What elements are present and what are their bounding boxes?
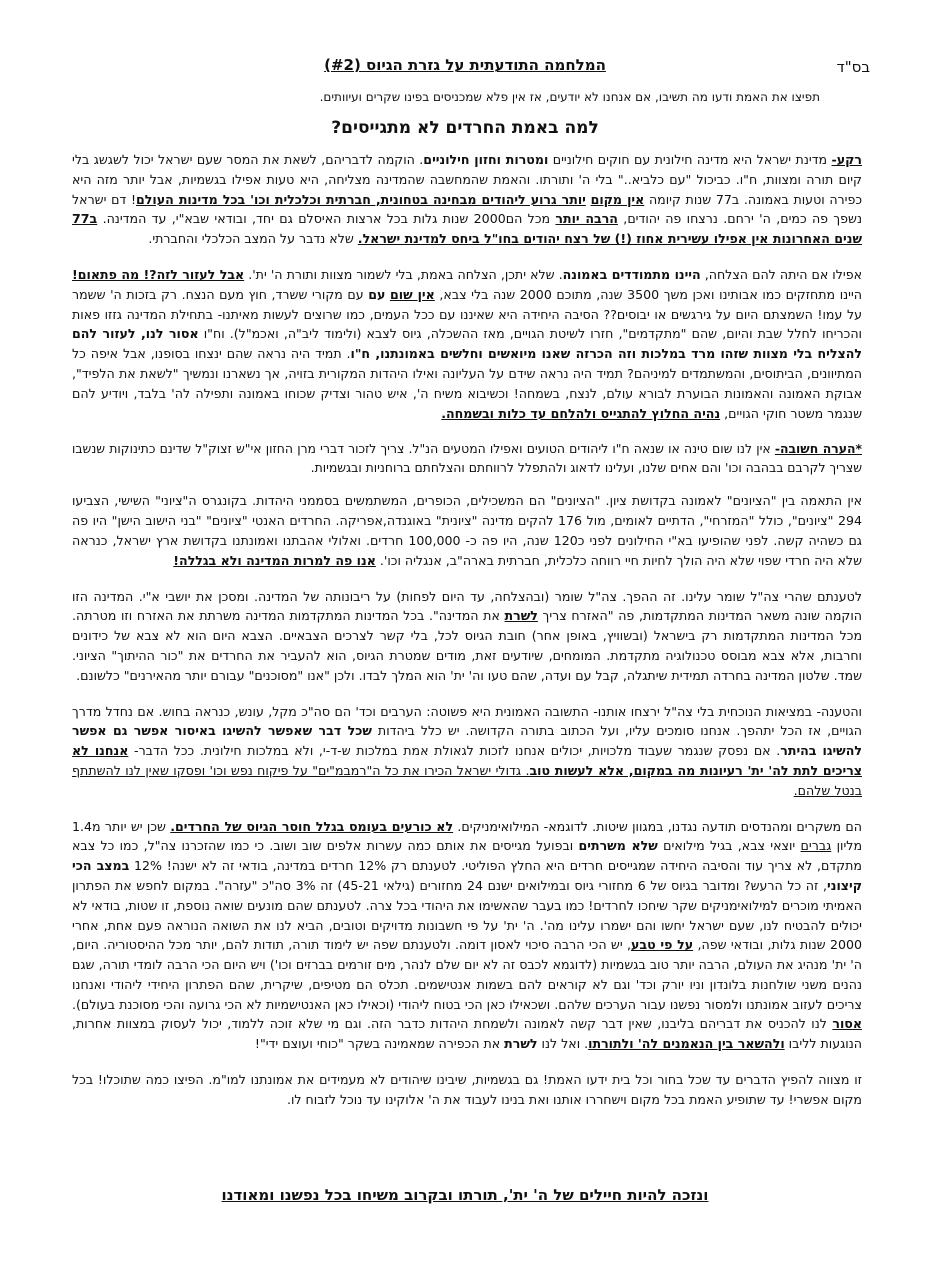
text-run: היינו מתמודדים באמונה bbox=[562, 266, 701, 282]
text-run: אנו פה למרות המדינה ולא בגללה! bbox=[173, 552, 376, 568]
text-run: אבל לעזור לזה?! מה פתאום! bbox=[72, 266, 245, 282]
text-run: . ואל לנו bbox=[537, 1036, 589, 1052]
text-run: הרבה יותר bbox=[555, 211, 618, 227]
text-run: אפילו אם היתה להם הצלחה, bbox=[700, 266, 862, 282]
paragraph-faith bbox=[72, 265, 862, 423]
paragraph-call-to-action bbox=[72, 1070, 862, 1110]
text-run: . אם נפסק שנגמר שעבוד מלכויות, יכולים אנחנו לזכות לגאולת אמת במלכות ש-ד-י, ולא במלכות חילונית. ככל הדבר- bbox=[128, 743, 781, 759]
paragraph-zionism bbox=[72, 491, 862, 570]
text-run: ב77 שנים האחרונות אין אפילו עשירית אחוז (!) של רצח יהודים בחו"ל ביחס למדינת ישראל. bbox=[72, 211, 862, 247]
paragraph-background bbox=[72, 150, 862, 249]
text-run: אין לנו שום טינה או שנאה ח"ו ליהודים הטועים ואפילו המטעים הנ"ל. צריך לזכור דברי מרן החזון אי"ש זצוק"ל שדינם כתינוקות שנשבו שצריך לקרבם בבהבה וכו' והם אחים שלנו, ועלינו לדאוג ולהתפלל לרווחתם והצלחתם ברוחניות ובגשמיות. bbox=[72, 441, 862, 476]
text-run: היינו מתחזקים כמו אבותינו ואכן משך 3500 שנה, מתוכם 2000 שנה בלי צבא, bbox=[434, 286, 863, 302]
text-run: אסור bbox=[832, 1016, 862, 1032]
text-run: הם משקרים ומהנדסים תודעה נגדנו, במגוון שיטות. לדוגמא- המילואימניקים. bbox=[453, 818, 863, 834]
text-run: לנו להכניס את דבריהם בליבנו, שאין דבר קשה לאמונה ולשמחת היהדות כדבר הזה. וגם מי שלא זוכה ללמוד, יכול לעסוק במצוות אחרות, הנוגעות לליבו bbox=[72, 1016, 862, 1052]
bsd-header: בס"ד bbox=[836, 58, 870, 76]
text-run: , זה כל הרעש? ומדובר בגיוס של 6 מחזורי גיוס ובמילואים ישנם 24 מחזורים (גילאי 45-21) זה 3% סה"כ "עזרה". במקום לחפש את הפתרון האמיתי מוכרים למילואימניקים שקר שיחכו לחרדים! כמו בעבר שהאשימו את היהודי בכל צרה. לטענתם שהם מונעים שואה נוספת, זו שטות, בודאי לא יכולים להבטיח לנו, שעם ישראל יחשו והם ישמרו עלינו מה'. ה' ית' על פי חשבונות מדויקים וטובים, הביא לנו את השואה הנוראה פעם אחת, אחרי 2000 שנות גלות, ובודאי שפה, bbox=[72, 877, 862, 953]
text-run: ובפועל מגייסים את אותם כמה עשרות אלפים שוב ושוב. כי כמו שהזכרנו צה"ל, כמו כל צבא מתקדם, לא צריך עוד והסיבה היחידה שמגייסים חרדים היא החלץ הפוליטי. לטענתם רק 12% חרדים במדינה, בודאי זה לא ישנה! 12% bbox=[72, 838, 862, 874]
text-run: על פי טבע bbox=[631, 937, 694, 953]
text-run: רקע- bbox=[831, 152, 863, 167]
text-run: שכל דבר שאפשר להשיגו באיסור אפשר גם אפשר להשיגו בהיתר bbox=[72, 723, 862, 759]
text-run: מדינת ישראל היא מדינה חילונית עם חוקים חילוניים bbox=[548, 152, 832, 167]
text-run: *הערה חשובה- bbox=[774, 441, 862, 457]
text-run: . תמיד היה נראה שהם ינצחו בסופנו, אבל איפה כל המתיוונים, הביתוסים, והמשתמדים למיניהם? תמיד היה נראה שידם על העליונה ואילו היהדות המקורית בזויה, אך נשארנו ונמשיך "לשאת את הלפיד", אבוקת האמונה והאמונות הבוערת לבורא עולם, לנצח, בשמחה! וכשיבוא משיח ה', איש טהור וצדיק שכוחו באמונה ותפילה לה' בלבד, ויודיע להם שנגמר משטר חוקי הגויים, bbox=[72, 346, 862, 421]
text-run: שכן יש יותר מ1.4 מליון bbox=[72, 818, 862, 854]
article-body bbox=[72, 150, 862, 1126]
text-run: עם מקורי ששרד, חוץ מעם הנצח. רק בזכות ה' ששמר על עמו! השמצתם היום על גירגשים או יבוסים?? הסיבה היחידה היא שאיננו עם ככל העמים, כמו שרוצים לעשות מאיתנו- בתחילת המדינה גזזו פאות והכריחו לחלל שבת והיום, שהם "מתקדמים", חזרו לשיטת הגויים, מאז ההשכלה, גיוס לצבא (ולימוד ליב"ה, ואכמ"ל). וח"ו bbox=[72, 286, 862, 342]
text-run: ולהשאר בין הנאמנים לה' ולתורתו bbox=[588, 1036, 785, 1052]
paragraph-security-claim bbox=[72, 702, 862, 801]
text-run: ומטרות וחזון חילוניים bbox=[423, 152, 549, 167]
text-run: מכל הם2000 שנות גלות בכל ארצות האיסלם גם יחד, ובודאי שבא"י, עד המדינה. bbox=[97, 211, 556, 227]
text-run: את הכפירה שמאמינה בשקר "כוחי ועוצם ידי"! bbox=[254, 1036, 505, 1052]
text-run: את המדינה". בכל המדינות המתקדמות המדינה משרתת את האזרח וזו מטרתה. מכל המדינות המתקדמות רק בישראל (ובשוויץ, באופן אחר) חובת הגיוס לכל, בלי קשר לצרכים הצבאיים. הצבא היום הוא לא צבא של כידונים וחרבות, אלא צבא מבוסס טכנולוגיה מתקדמת. המומחים, שיודעים זאת, מודים שמטרת הגיוס, הוא להעביר את החרדים את "כור ההיתוך" הציוני. שמד. שלטון המדינה בחרדה תמידית שיתגלה, קבל עם ועדה, שהם טעו וה' ית' הוא המלך לבדו. ולכן "אנו "מסוכנים" עבורם יותר מהאירנים" כלשונם. bbox=[72, 608, 862, 683]
text-run: עם bbox=[368, 286, 386, 302]
text-run: והטענה- במציאות הנוכחית בלי צה"ל ירצחו אותנו- התשובה האמונית היא פשוטה: הערבים וכד' הם סה"כ מקל, עונש, כנראה בחוש. אם נחדל מדרך הגויים, אז הכל יתהפך. אנחנו סומכים עליו, ועל הכתוב בתורה הקדושה. יש כלל ביהדות bbox=[72, 703, 863, 739]
text-run: שלא נדבר על המצב הכלכלי והחברתי. bbox=[148, 231, 358, 247]
paragraph-reservists bbox=[72, 817, 862, 1055]
text-run: אנחנו לא צריכים לתת לה' ית' רעיונות מה במקום, אלא לעשות טוב bbox=[72, 743, 862, 778]
text-run: לשרת bbox=[504, 608, 538, 624]
text-run: נהיה החלוץ להתגייס ולהלחם עד כלות ובשמחה. bbox=[441, 405, 721, 421]
text-run: יוצאי צבא, בגיל מילואים bbox=[657, 838, 801, 854]
main-question-heading: למה באמת החרדים לא מתגייסים? bbox=[331, 118, 599, 138]
text-run: אין מקום bbox=[590, 191, 645, 207]
text-run: . גדולי ישראל הכירו את כל ה"רמבמ"ים" על פיקוח נפש וכו' ופסקו שאין לנו להשתתף בנטל שלהם. bbox=[72, 762, 862, 798]
text-run: זו מצווה להפיץ הדברים עד שכל בחור וכל בית ידעו האמת! גם בגשמיות, שיבינו שיהודים לא מעמידים את אמונתנו למו"מ. הפיצו כמה שתוכלו! בכל מקום אפשרי! עד שתופיע האמת בכל מקום וישחררו אותנו ואת בנינו לעבוד את ה' אלוקינו עד נוכל לזבוח לו. bbox=[72, 1072, 862, 1107]
text-run: , יש הכי הרבה סיכוי לאסון דומה. ולטענתם שפה יש לימוד תורה, תודות להם, יותר מכל ההיסטוריה. היום, ה' ית' מנהיג את העולם, הרבה יותר טוב בגשמיות (לדוגמא לכבס זה לא יום שלם לנהר, מים זורמים בברזים וכו') ויש היום הכי הרבה לומדי תורה, שגם נהנים משני שולחנות בלונדון וניו יורק וכד' וגם לא קוראים להם בשמות אנטישמים. תכלס הם מטיפים, שיקרית, שהם הפתרון היחידי ליהודי ואנחנו צריכים לעזוב אמונתנו ולמסור נפשנו עבור הערכים שלהם. ושכאילו כאן הכי בטוח ליהודי (וכאילו כאן האנטישמיות לא הכי גרועה והכי מסוכנת בעולם). bbox=[72, 937, 862, 1012]
text-run: לא כורעים בעומס בגלל חוסר הגיוס של החרדים. bbox=[170, 818, 454, 834]
paragraph-important-note bbox=[72, 439, 862, 477]
text-run: לשרת bbox=[504, 1036, 538, 1052]
text-run: . שלא יתכן, הצלחה באמת, בלי לשמור מצוות ותורת ה' ית'. bbox=[244, 266, 563, 282]
text-run: שלא משרתים bbox=[578, 838, 658, 854]
paragraph-army-claim bbox=[72, 587, 862, 686]
text-run: יותר גרוע ליהודים מבחינה בטחונית, חברתית וכלכלית וכו' בכל מדינות העולם bbox=[136, 191, 586, 207]
text-run: אין התאמה בין "הציונים" לאמונה בקדושת ציון. "הציונים" הם המשכילים, הכופרים, המשתמשים בסממני היהדות. בקונגרס ה"ציוני" השישי, הצביעו 294 "ציונים", כולל "המזרחי", הדתיים לאומים, מול 176 להקים מדינה "ציונית" באוגנדה,אפריקה. החרדים האנטי "ציונים" "בני הישוב הישן" היו פה גם כשהיה קשה. לפני שהופיעו בא"י החילונים לפני כ120 שנה, היו פה כ- 100,000 חרדים. ואלולי אהבתנו ואמונתנו בקדושת ארץ ישראל, כנראה שלא היה חרדי שפוי שלא היה הולך לחיות חיי רווחה כלכלית, חברתית בארה"ב, אנגליה וכו'. bbox=[72, 493, 862, 568]
text-run: לטענתם שהרי צה"ל שומר עלינו. זה ההפך. צה"ל שומר (ובהצלחה, עד היום לפחות) על ריבונותה של המדינה. ומסכן את יושבי א"י. המדינה הזו הוקמה שונה משאר המדינות המתקדמות, פה "האזרח צריך bbox=[72, 588, 862, 624]
text-run: אין שום bbox=[390, 286, 435, 302]
document-subtitle: תפיצו את האמת ודעו מה תשיבו, אם אנחנו לא יודעים, אז אין פלא שמכניסים בפינו שקרים ועיוותים. bbox=[319, 90, 820, 104]
closing-line: ונזכה להיות חיילים של ה' ית', תורתו ובקרוב משיחו בכל נפשנו ומאודנו bbox=[221, 1186, 709, 1204]
text-run: אסור לנו, לעזור להם להצליח בלי מצוות שזהו מרד במלכות וזה הכרזה שאנו מיואשים וחלשים באמונתנו, ח"ו bbox=[72, 326, 862, 362]
text-run: . הוקמה לדבריהם, לשאת את המסר שעם ישראל יכול לשגשג בלי קיום תורה ומצוות, ח"ו. כביכול "עם כלביא.." בלי ה' ותורתו. והאמת שהמחשבה שהמדינה מצליחה, היא טעות אפילו בגשמיות, אבל יותר מזה היא כפירה וטעות באמונה. ב77 שנות קיומה bbox=[72, 152, 862, 207]
text-run: ! דם ישראל נשפך פה כמים, ה' ירחם. נרצחו פה יהודים, bbox=[72, 191, 863, 227]
text-run: גברים bbox=[800, 838, 832, 854]
text-run: במצב הכי קיצוני bbox=[72, 858, 862, 893]
document-title: המלחמה התודעתית על גזרת הגיוס (#2) bbox=[324, 56, 606, 74]
